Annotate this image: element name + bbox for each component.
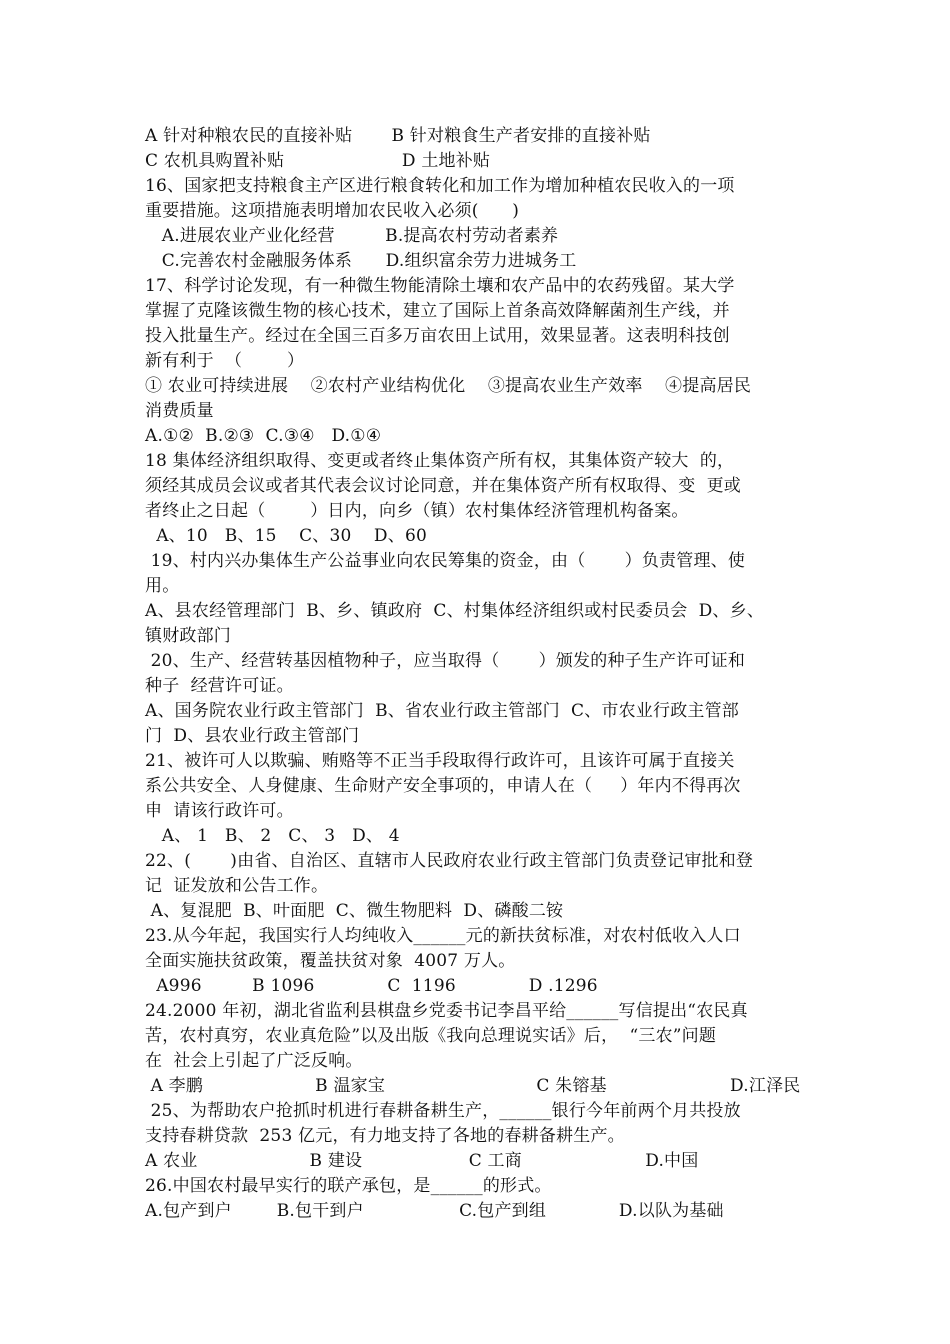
text-line: 苦，农村真穷，农业真危险”以及出版《我向总理说实话》后， “三农”问题 — [145, 1026, 717, 1046]
text-line: 在 社会上引起了广泛反响。 — [145, 1051, 363, 1071]
text-line: 20、生产、经营转基因植物种子，应当取得（ ）颁发的种子生产许可证和 — [145, 651, 746, 671]
text-line: 25、为帮助农户抢抓时机进行春耕备耕生产，______银行今年前两个月共投放 — [145, 1101, 741, 1121]
text-line: A、复混肥 B、叶面肥 C、微生物肥料 D、磷酸二铵 — [145, 901, 564, 921]
text-line: 新有利于 （ ） — [145, 351, 305, 371]
text-line: A、国务院农业行政主管部门 B、省农业行政主管部门 C、市农业行政主管部 — [145, 701, 739, 721]
text-line: 镇财政部门 — [145, 626, 231, 646]
text-line: 18 集体经济组织取得、变更或者终止集体资产所有权，其集体资产较大 的， — [145, 451, 735, 471]
text-line: 记 证发放和公告工作。 — [145, 876, 329, 896]
text-line: C.完善农村金融服务体系 D.组织富余劳力进城务工 — [145, 251, 577, 271]
text-line: 消费质量 — [145, 401, 214, 421]
text-line: A、10 B、15 C、30 D、60 — [145, 526, 427, 546]
text-line: 21、被许可人以欺骗、贿赂等不正当手段取得行政许可，且该许可属于直接关 — [145, 751, 735, 771]
text-line: 者终止之日起（ ）日内，向乡（镇）农村集体经济管理机构备案。 — [145, 501, 689, 521]
text-line: A 农业 B 建设 C 工商 D.中国 — [145, 1151, 699, 1171]
text-line: A.进展农业产业化经营 B.提高农村劳动者素养 — [145, 226, 559, 246]
text-line: A、县农经管理部门 B、乡、镇政府 C、村集体经济组织或村民委员会 D、乡、 — [145, 601, 765, 621]
text-line: 种子 经营许可证。 — [145, 676, 294, 696]
text-line: 门 D、县农业行政主管部门 — [145, 726, 360, 746]
document-body — [145, 124, 825, 1224]
text-line: A、 1 B、 2 C、 3 D、 4 — [145, 826, 400, 846]
text-line: 19、村内兴办集体生产公益事业向农民筹集的资金，由（ ）负责管理、使 — [145, 551, 746, 571]
text-line: 申 请该行政许可。 — [145, 801, 294, 821]
text-line: A.①② B.②③ C.③④ D.①④ — [145, 426, 382, 446]
text-line: 用。 — [145, 576, 180, 596]
text-line: A 李鹏 B 温家宝 C 朱镕基 D.江泽民 — [145, 1076, 801, 1096]
text-line: A996 B 1096 C 1196 D .1296 — [145, 976, 598, 996]
text-line: 系公共安全、人身健康、生命财产安全事项的，申请人在（ ）年内不得再次 — [145, 776, 741, 796]
text-line: 23.从今年起，我国实行人均纯收入______元的新扶贫标准，对农村低收入人口 — [145, 926, 741, 946]
text-line: C 农机具购置补贴 D 土地补贴 — [145, 151, 491, 171]
text-line: 掌握了克隆该微生物的核心技术，建立了国际上首条高效降解菌剂生产线，并 — [145, 301, 730, 321]
text-line: 22、( )由省、自治区、直辖市人民政府农业行政主管部门负责登记审批和登 — [145, 851, 754, 871]
text-line: 24.2000 年初，湖北省监利县棋盘乡党委书记李昌平给______写信提出“农民真 — [145, 1001, 748, 1021]
text-line: 须经其成员会议或者其代表会议讨论同意，并在集体资产所有权取得、变 更或 — [145, 476, 742, 496]
text-line: 26.中国农村最早实行的联产承包，是______的形式。 — [145, 1176, 552, 1196]
text-line: ① 农业可持续进展 ②农村产业结构优化 ③提高农业生产效率 ④提高居民 — [145, 376, 752, 396]
text-line: 16、国家把支持粮食主产区进行粮食转化和加工作为增加种植农民收入的一项 — [145, 176, 735, 196]
text-line: 重要措施。这项措施表明增加农民收入必须( ) — [145, 201, 520, 221]
text-line: A 针对种粮农民的直接补贴 B 针对粮食生产者安排的直接补贴 — [145, 126, 651, 146]
text-line: 全面实施扶贫政策，覆盖扶贫对象 4007 万人。 — [145, 951, 516, 971]
text-line: 投入批量生产。经过在全国三百多万亩农田上试用，效果显著。这表明科技创 — [145, 326, 730, 346]
text-line: 支持春耕贷款 253 亿元，有力地支持了各地的春耕备耕生产。 — [145, 1126, 625, 1146]
text-line: A.包产到户 B.包干到户 C.包产到组 D.以队为基础 — [145, 1201, 724, 1221]
text-line: 17、科学讨论发现，有一种微生物能清除土壤和农产品中的农药残留。某大学 — [145, 276, 735, 296]
